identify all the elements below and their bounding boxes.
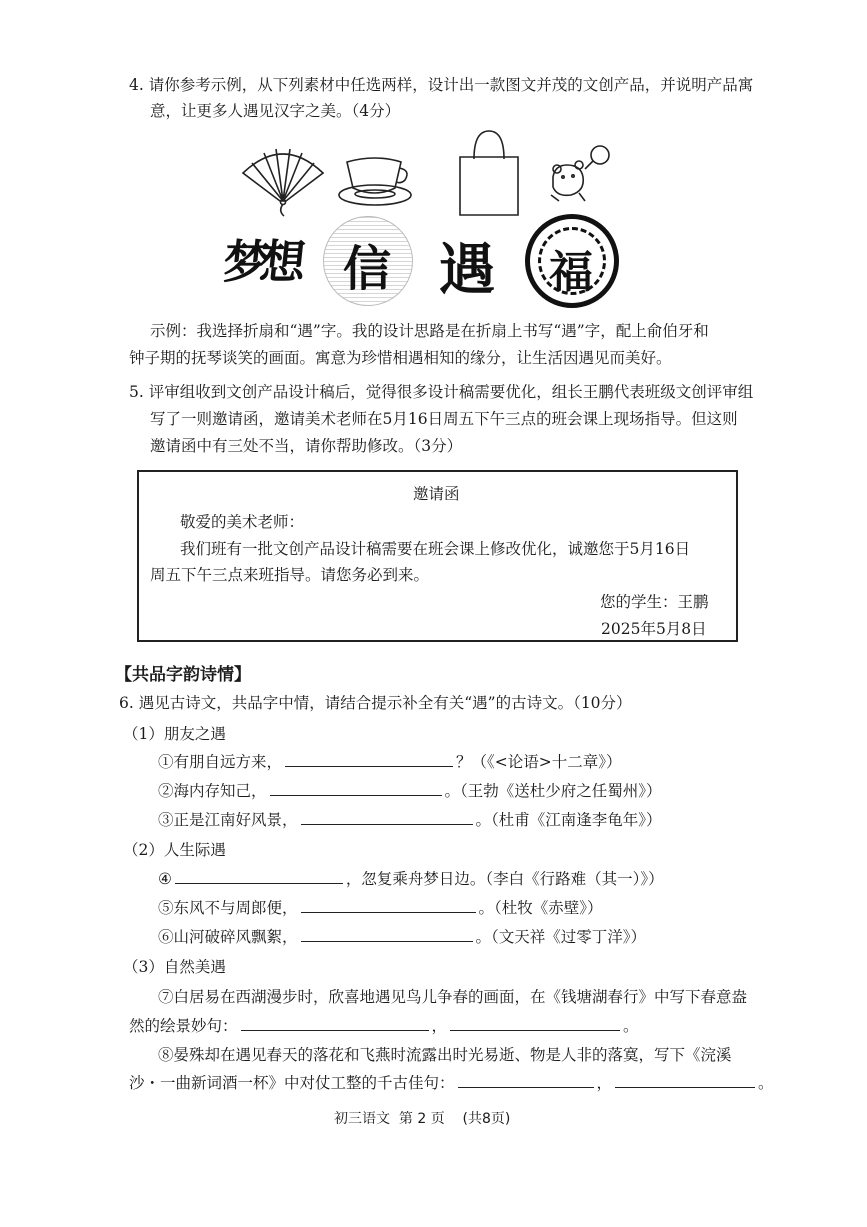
item2-answer-blank[interactable] bbox=[270, 781, 442, 796]
tote-bag-icon bbox=[454, 127, 524, 219]
letter-body-line2: 周五下午三点来班指导。请您务必到来。 bbox=[150, 566, 430, 584]
item7-comma: ， bbox=[431, 1017, 448, 1035]
q4-line1: 4. 请你参考示例，从下列素材中任选两样，设计出一款图文并茂的文创产品，并说明产品寓 bbox=[129, 76, 754, 94]
calligraphy-fu: 福 bbox=[549, 247, 593, 298]
section-title: 【共品字韵诗情】 bbox=[115, 665, 251, 685]
item1-source: ？（《<论语>十二章》） bbox=[456, 753, 622, 771]
item4-source: ，忽复乘舟梦日边。（李白《行路难（其一）》） bbox=[345, 870, 664, 888]
item1-prompt: ①有朋自远方来， bbox=[158, 753, 283, 771]
item5-prompt: ⑤东风不与周郎便， bbox=[158, 899, 298, 917]
q6-item6 bbox=[158, 925, 646, 947]
example-line2: 钟子期的抚琴谈笑的画面。寓意为珍惜相遇相知的缘分，让生活因遇见而美好。 bbox=[129, 349, 672, 367]
item7-answer-blank-1[interactable] bbox=[241, 1016, 429, 1031]
item4-answer-blank[interactable] bbox=[175, 869, 343, 884]
letter-date: 2025年5月8日 bbox=[601, 620, 707, 638]
q6-group1-title: （1）朋友之遇 bbox=[123, 725, 226, 743]
item6-prompt: ⑥山河破碎风飘絮， bbox=[158, 928, 298, 946]
item3-prompt: ③正是江南好风景， bbox=[158, 811, 298, 829]
item8-comma: ， bbox=[596, 1074, 613, 1092]
letter-title: 邀请函 bbox=[413, 485, 460, 503]
item3-source: 。（杜甫《江南逢李龟年》） bbox=[475, 811, 662, 829]
item8-period: 。 bbox=[758, 1074, 774, 1092]
q5-line3: 邀请函中有三处不当，请你帮助修改。（3分） bbox=[150, 437, 463, 455]
q6-item8-line1: ⑧晏殊却在遇见春天的落花和飞燕时流露出时光易逝、物是人非的落寞，写下《浣溪 bbox=[158, 1046, 732, 1064]
item8-answer-blank-2[interactable] bbox=[615, 1073, 755, 1088]
item8-prompt: 沙・一曲新词酒一杯》中对仗工整的千古佳句： bbox=[129, 1074, 455, 1092]
letter-body-line1: 我们班有一批文创产品设计稿需要在班会课上修改优化，诚邀您于5月16日 bbox=[180, 540, 691, 558]
item1-answer-blank[interactable] bbox=[285, 752, 453, 767]
letter-signature: 您的学生：王鹏 bbox=[600, 593, 709, 611]
q6-item7-line2 bbox=[129, 1014, 639, 1036]
q6-item1 bbox=[158, 750, 622, 772]
item6-source: 。（文天祥《过零丁洋》） bbox=[475, 928, 647, 946]
example-line1: 示例：我选择折扇和“遇”字。我的设计思路是在折扇上书写“遇”字，配上俞伯牙和 bbox=[150, 322, 709, 340]
item4-prompt: ④ bbox=[158, 870, 172, 888]
calligraphy-yu: 遇 bbox=[439, 237, 495, 303]
item7-period: 。 bbox=[623, 1017, 639, 1035]
q6-item3 bbox=[158, 808, 662, 830]
q6-group2-title: （2）人生际遇 bbox=[123, 841, 226, 859]
q4-line2: 意，让更多人遇见汉字之美。（4分） bbox=[150, 102, 401, 120]
page-footer: 初三语文 第 2 页 (共8页) bbox=[334, 1111, 511, 1127]
q6-item7-line1: ⑦白居易在西湖漫步时，欣喜地遇见鸟儿争春的画面，在《钱塘湖春行》中写下春意盎 bbox=[158, 988, 748, 1006]
item2-source: 。（王勃《送杜少府之任蜀州》） bbox=[444, 782, 662, 800]
item8-answer-blank-1[interactable] bbox=[458, 1073, 594, 1088]
letter-greeting: 敬爱的美术老师： bbox=[180, 513, 305, 531]
folding-fan-icon bbox=[238, 143, 328, 218]
item5-answer-blank[interactable] bbox=[301, 898, 476, 913]
item6-answer-blank[interactable] bbox=[301, 927, 473, 942]
q6-item2 bbox=[158, 779, 662, 801]
teacup-icon bbox=[335, 150, 415, 212]
item2-prompt: ②海内存知己， bbox=[158, 782, 267, 800]
q5-line1: 5. 评审组收到文创产品设计稿后，觉得很多设计稿需要优化，组长王鹏代表班级文创评审组 bbox=[129, 383, 754, 401]
item7-answer-blank-2[interactable] bbox=[450, 1016, 620, 1031]
item5-source: 。（杜牧《赤壁》） bbox=[478, 899, 603, 917]
bear-keychain-icon bbox=[545, 143, 613, 205]
q6-item5 bbox=[158, 896, 603, 918]
item3-answer-blank[interactable] bbox=[301, 810, 473, 825]
q6-intro: 6. 遇见古诗文，共品字中情，请结合提示补全有关“遇”的古诗文。（10分） bbox=[119, 694, 632, 712]
q6-item8-line2 bbox=[129, 1071, 774, 1093]
q6-item4 bbox=[158, 867, 664, 889]
q6-group3-title: （3）自然美遇 bbox=[123, 958, 226, 976]
q5-line2: 写了一则邀请函，邀请美术老师在5月16日周五下午三点的班会课上现场指导。但这则 bbox=[150, 410, 738, 428]
calligraphy-mengxiang: 梦想 bbox=[220, 235, 299, 289]
item7-prompt: 然的绘景妙句： bbox=[129, 1017, 238, 1035]
calligraphy-xin: 信 bbox=[343, 241, 392, 297]
